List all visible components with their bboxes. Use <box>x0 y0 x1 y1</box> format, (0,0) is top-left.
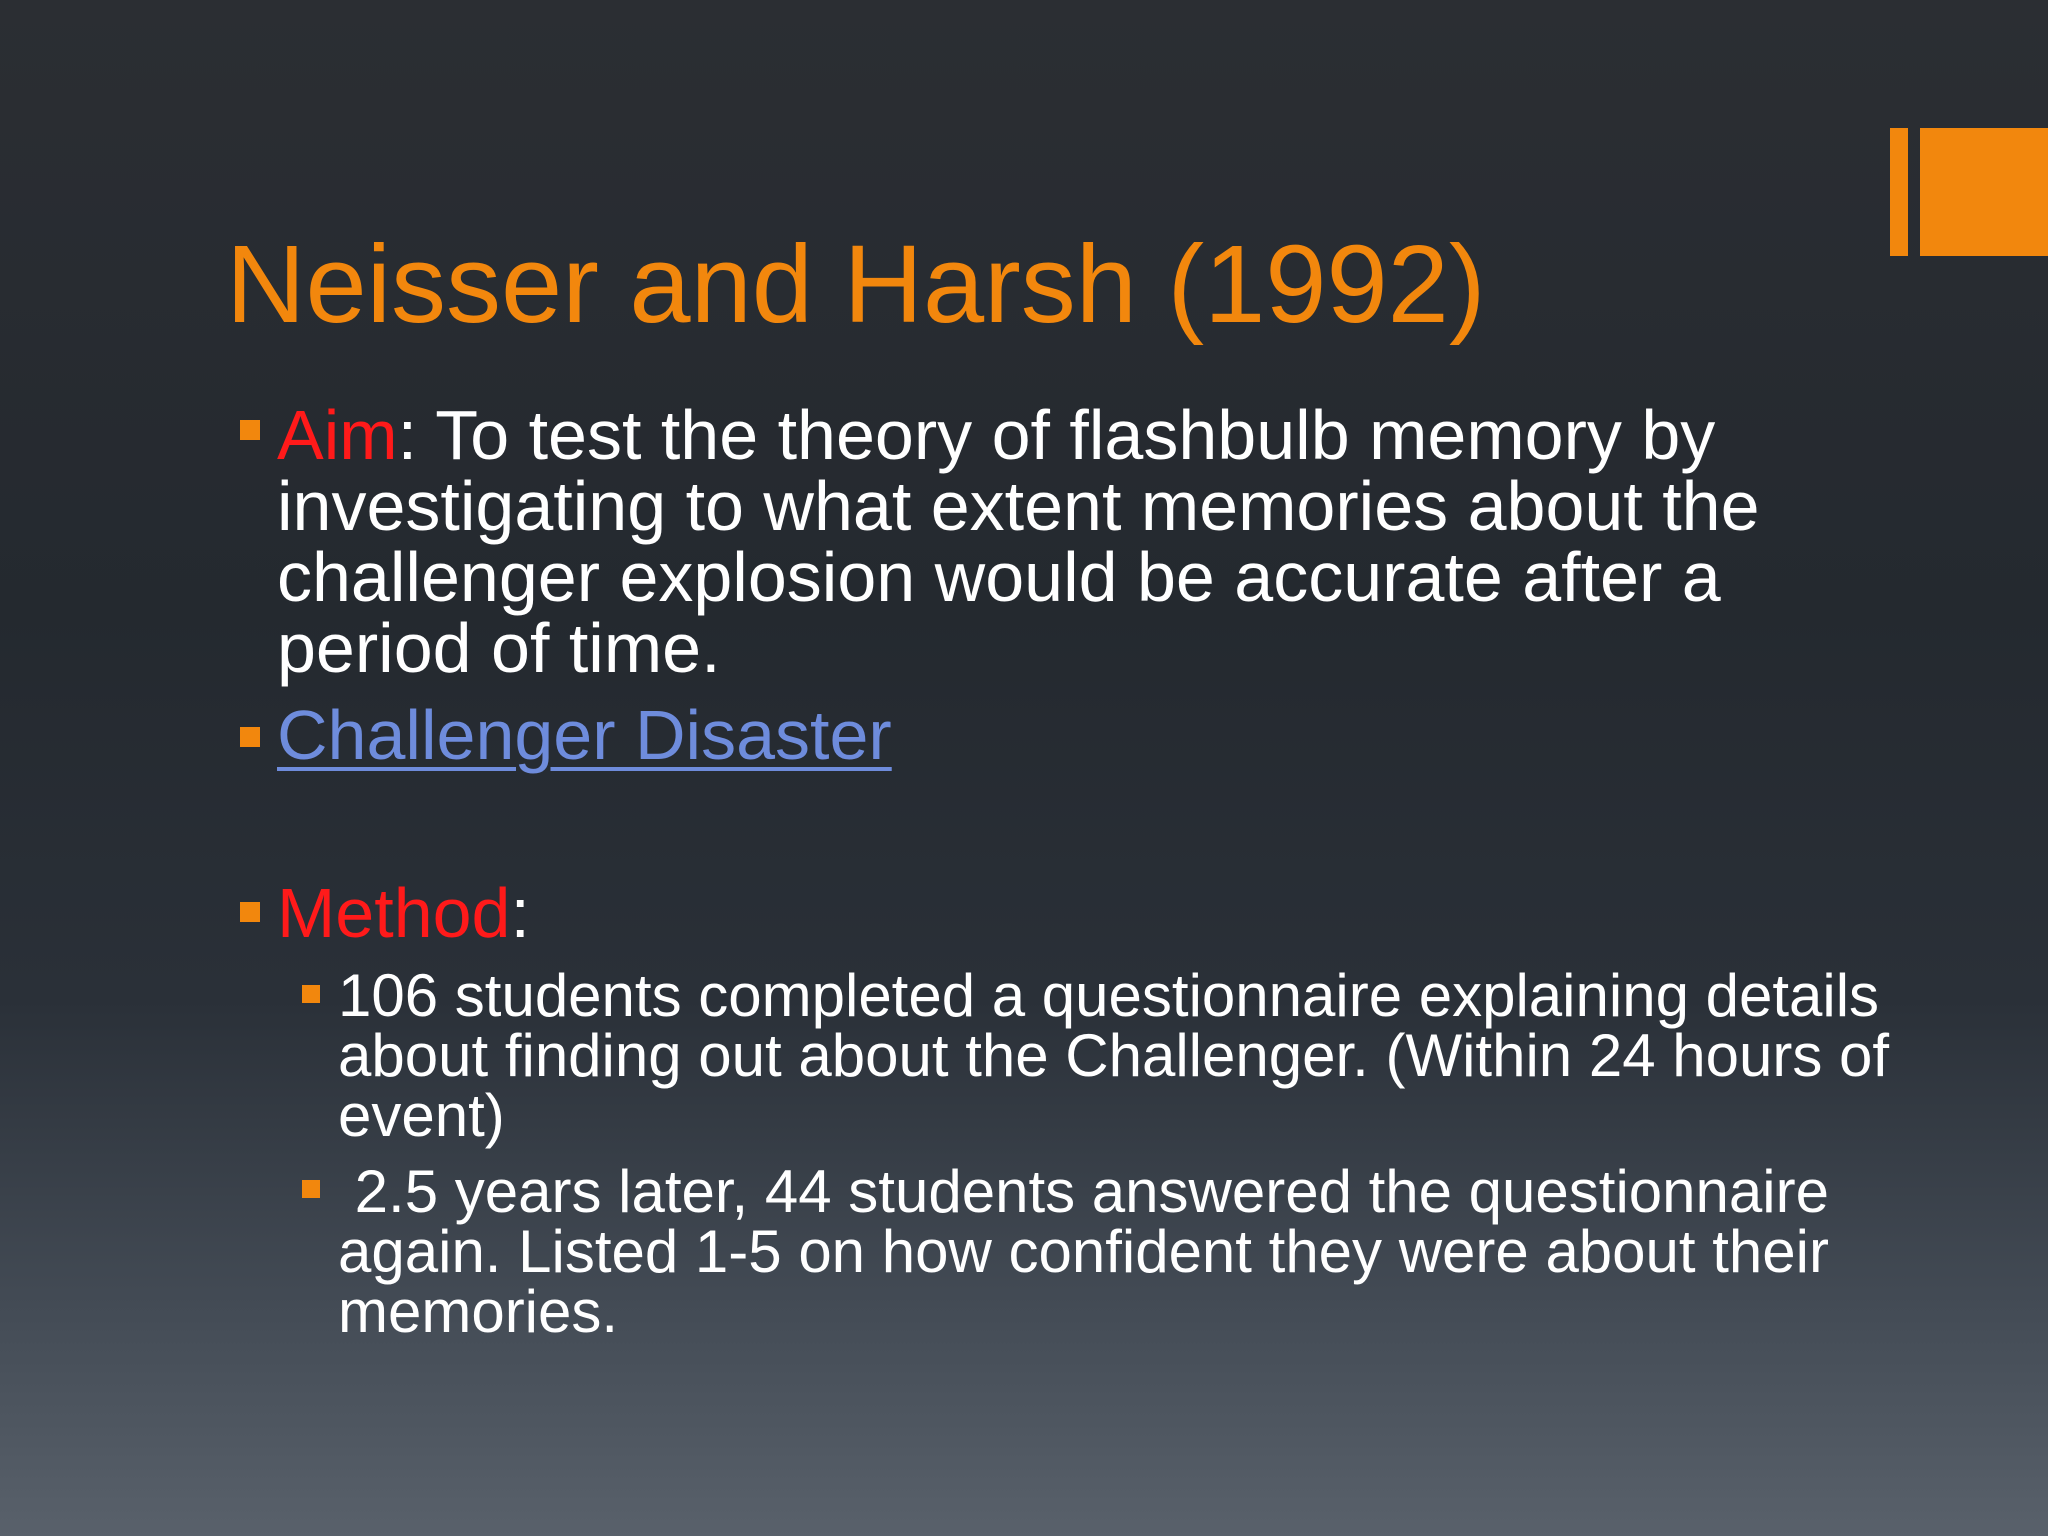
challenger-disaster-link[interactable]: Challenger Disaster <box>277 696 892 774</box>
sub-bullet-square-icon <box>302 1180 320 1198</box>
aim-label: Aim <box>277 396 398 474</box>
method-point: 2.5 years later, 44 students answered the questionnaire again. Listed 1-5 on how confident they were about their memories. <box>338 1158 1846 1345</box>
bullet-square-icon <box>240 420 260 440</box>
method-colon: : <box>510 874 530 952</box>
sub-bullet-square-icon <box>302 985 320 1003</box>
method-label: Method <box>277 874 511 952</box>
slide-title: Neisser and Harsh (1992) <box>226 223 1486 346</box>
bullet-square-icon <box>240 727 260 747</box>
method-paragraph <box>277 874 1857 952</box>
method-point: 106 students completed a questionnaire explaining details about finding out about the Challenger. (Within 24 hours of event) <box>338 962 1890 1149</box>
bullet-square-icon <box>240 902 260 922</box>
accent-bar-thin <box>1890 128 1908 256</box>
accent-bar-block <box>1920 128 2048 256</box>
aim-paragraph <box>277 396 1857 687</box>
link-paragraph <box>277 696 1857 774</box>
aim-text: : To test the theory of flashbulb memory by investigating to what extent memories about the challenger explosion would be accurate after a period of time. <box>277 396 1760 687</box>
